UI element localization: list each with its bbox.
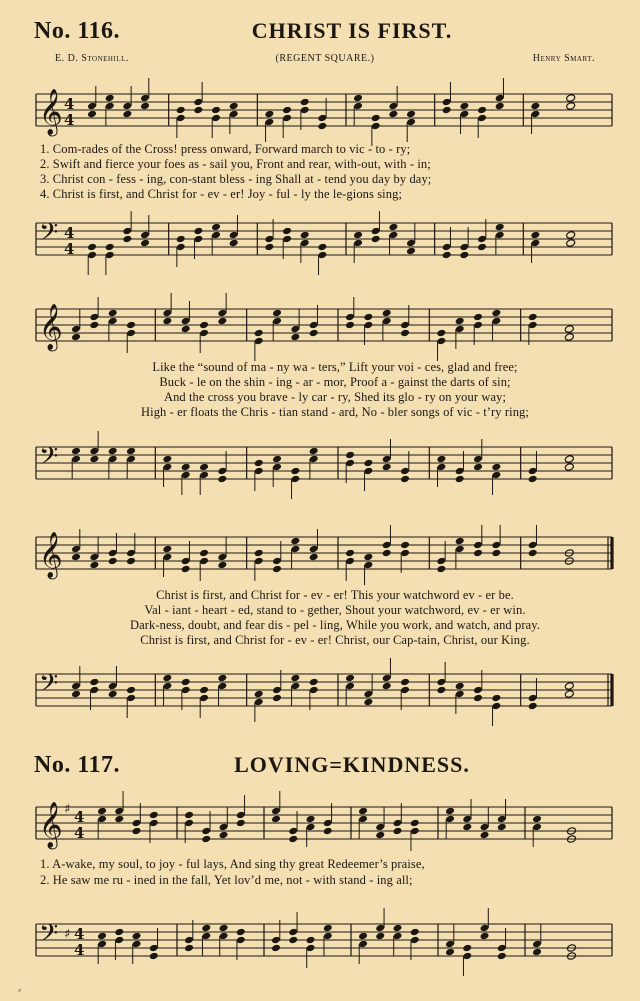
note-head <box>495 102 505 111</box>
note-head <box>442 106 452 115</box>
note-head <box>532 948 542 957</box>
note-head <box>455 317 465 326</box>
note-head <box>149 811 159 820</box>
note-head <box>459 102 469 111</box>
note-head <box>323 827 333 836</box>
note-head <box>566 231 576 240</box>
note-head <box>300 98 310 107</box>
note-head <box>309 678 319 687</box>
note-head <box>353 231 363 240</box>
note-head <box>288 835 298 844</box>
note-head <box>71 333 81 342</box>
note-head <box>89 561 99 570</box>
note-head <box>477 106 487 115</box>
note-head <box>126 321 136 330</box>
note-head <box>282 106 292 115</box>
note-head <box>290 674 300 683</box>
hymn-number: No. 117. <box>34 752 121 778</box>
bass-clef-icon: 𝄢 <box>39 669 59 704</box>
note-head <box>108 690 118 699</box>
time-signature-bottom: 4 <box>64 240 75 258</box>
time-signature-top: 4 <box>64 95 75 113</box>
note-head <box>564 333 574 342</box>
note-head <box>97 807 107 816</box>
lyric-line: High - er floats the Chris - tian stand - ard, No - bler songs of vic - t’ry ring; <box>141 405 529 419</box>
note-head <box>108 447 118 456</box>
note-head <box>229 239 239 248</box>
note-head <box>184 811 194 820</box>
note-head <box>363 313 373 322</box>
hymn-title: LOVING=KINDNESS. <box>234 752 470 777</box>
note-head <box>309 329 319 338</box>
note-head <box>71 447 81 456</box>
note-head <box>455 475 465 484</box>
note-head <box>410 928 420 937</box>
note-head <box>309 553 319 562</box>
note-head <box>436 565 446 574</box>
hymn-number: No. 116. <box>34 18 121 44</box>
note-head <box>406 247 416 256</box>
note-head <box>436 686 446 695</box>
note-head <box>462 944 472 953</box>
composer-credit: Henry Smart. <box>532 53 595 64</box>
note-head <box>108 557 118 566</box>
note-head <box>272 455 282 464</box>
lyric-line: 1. A-wake, my soul, to joy - ful lays, And sing thy great Redeemer’s praise, <box>40 857 425 871</box>
note-head <box>108 309 118 318</box>
note-head <box>300 231 310 240</box>
note-head <box>290 467 300 476</box>
note-head <box>132 827 142 836</box>
note-head <box>393 924 403 933</box>
lyric-line: Christ is first, and Christ for - ev - er! Christ, our Cap-tain, Christ, our King. <box>140 633 530 647</box>
treble-staff <box>0 80 640 140</box>
note-head <box>199 463 209 472</box>
time-signature-bottom: 4 <box>74 824 85 842</box>
note-head <box>462 823 472 832</box>
note-head <box>290 537 300 546</box>
note-head <box>455 682 465 691</box>
lyric-line: And the cross you brave - ly car - ry, Shed its glo - ry on your way; <box>163 390 507 404</box>
note-head <box>406 110 416 119</box>
note-head <box>363 553 373 562</box>
lyric-line: Val - iant - heart - ed, stand to - gether, Shout your watchword, ev - er win. <box>144 603 526 617</box>
note-head <box>176 106 186 115</box>
note-head <box>480 932 490 941</box>
note-head <box>132 932 142 941</box>
note-head <box>199 686 209 695</box>
note-head <box>272 565 282 574</box>
note-head <box>217 561 227 570</box>
note-head <box>211 223 221 232</box>
note-head <box>323 924 333 933</box>
hymn-116-header <box>34 18 610 52</box>
sharp-icon: ♯ <box>64 802 71 817</box>
note-head <box>87 243 97 252</box>
note-head <box>400 475 410 484</box>
note-head <box>532 815 542 824</box>
note-head <box>400 329 410 338</box>
note-head <box>382 549 392 558</box>
note-head <box>309 447 319 456</box>
note-head <box>254 549 264 558</box>
treble-clef-icon: 𝄞 <box>39 89 63 135</box>
time-signature-top: 4 <box>64 224 75 242</box>
note-head <box>382 682 392 691</box>
note-head <box>97 932 107 941</box>
lyric-line: 3. Christ con - fess - ing, con-stant bless - ing Shall at - tend you day by day; <box>40 172 432 186</box>
note-head <box>122 235 132 244</box>
note-head <box>217 674 227 683</box>
note-head <box>371 114 381 123</box>
note-head <box>217 317 227 326</box>
time-signature-top: 4 <box>74 808 85 826</box>
note-head <box>306 815 316 824</box>
note-head <box>114 928 124 937</box>
note-head <box>564 682 574 691</box>
note-head <box>491 309 501 318</box>
sharp-icon: ♯ <box>64 927 71 942</box>
bass-staff <box>0 895 640 985</box>
note-head <box>400 678 410 687</box>
note-head <box>497 952 507 961</box>
note-head <box>89 678 99 687</box>
note-head <box>353 94 363 103</box>
note-head <box>566 94 576 103</box>
note-head <box>442 251 452 260</box>
note-head <box>149 952 159 961</box>
note-head <box>528 702 538 711</box>
note-head <box>271 815 281 824</box>
note-head <box>436 455 446 464</box>
note-head <box>564 463 574 472</box>
note-head <box>375 831 385 840</box>
note-head <box>288 936 298 945</box>
note-head <box>264 110 274 119</box>
note-head <box>528 313 538 322</box>
note-head <box>162 455 172 464</box>
note-head <box>495 223 505 232</box>
note-head <box>566 102 576 111</box>
note-head <box>126 447 136 456</box>
note-head <box>181 565 191 574</box>
note-head <box>363 459 373 468</box>
note-head <box>229 102 239 111</box>
lyric-line: Buck - le on the shin - ing - ar - mor, Proof a - gainst the darts of sin; <box>159 375 511 389</box>
note-head <box>254 329 264 338</box>
note-head <box>345 674 355 683</box>
treble-clef-icon: 𝄞 <box>39 304 63 350</box>
note-head <box>140 102 150 111</box>
treble-staff <box>0 790 640 855</box>
note-head <box>236 819 246 828</box>
note-head <box>345 549 355 558</box>
note-head <box>140 239 150 248</box>
note-head <box>473 694 483 703</box>
note-head <box>436 329 446 338</box>
note-head <box>400 541 410 550</box>
note-head <box>491 463 501 472</box>
note-head <box>459 251 469 260</box>
lyric-line: 1. Com-rades of the Cross! press onward, Forward march to vic - to - ry; <box>40 142 411 156</box>
note-head <box>122 110 132 119</box>
note-head <box>105 94 115 103</box>
note-head <box>306 936 316 945</box>
note-head <box>87 110 97 119</box>
note-head <box>126 686 136 695</box>
treble-staff <box>0 290 640 360</box>
note-head <box>282 227 292 236</box>
note-head <box>393 827 403 836</box>
note-head <box>317 122 327 131</box>
bass-clef-icon: 𝄢 <box>39 442 59 477</box>
note-head <box>363 698 373 707</box>
note-head <box>528 549 538 558</box>
note-head <box>217 475 227 484</box>
page-mark: ⸗ <box>18 985 22 996</box>
hymn-117-header <box>34 752 610 786</box>
note-head <box>564 325 574 334</box>
note-head <box>491 694 501 703</box>
lyric-line: 2. He saw me ru - ined in the fall, Yet lov’d me, not - with stand - ing all; <box>40 873 413 887</box>
note-head <box>211 106 221 115</box>
note-head <box>382 309 392 318</box>
note-head <box>162 545 172 554</box>
lyric-line: 4. Christ is first, and Christ for - ev - er! Joy - ful - ly the le-gions sing; <box>40 187 403 201</box>
note-head <box>358 932 368 941</box>
note-head <box>388 110 398 119</box>
note-head <box>71 553 81 562</box>
time-signature-bottom: 4 <box>74 941 85 959</box>
treble-staff <box>0 518 640 588</box>
note-head <box>254 690 264 699</box>
note-head <box>181 463 191 472</box>
note-head <box>290 333 300 342</box>
bass-staff <box>0 425 640 500</box>
note-head <box>219 924 229 933</box>
note-head <box>473 549 483 558</box>
note-head <box>445 948 455 957</box>
time-signature-top: 4 <box>74 925 85 943</box>
lyric-line: Christ is first, and Christ for - ev - er! This your watchword ev - er be. <box>156 588 514 602</box>
note-head <box>254 459 264 468</box>
note-head <box>473 313 483 322</box>
note-head <box>477 243 487 252</box>
note-head <box>71 690 81 699</box>
note-head <box>199 549 209 558</box>
note-head <box>193 106 203 115</box>
note-head <box>176 235 186 244</box>
note-head <box>528 475 538 484</box>
note-head <box>455 537 465 546</box>
note-head <box>184 944 194 953</box>
hymn-116-credits <box>55 53 595 67</box>
note-head <box>371 235 381 244</box>
note-head <box>162 674 172 683</box>
author-credit: E. D. Stonehill. <box>55 53 129 64</box>
note-head <box>272 694 282 703</box>
treble-clef-icon: 𝄞 <box>39 532 63 578</box>
note-head <box>236 928 246 937</box>
note-head <box>530 102 540 111</box>
note-head <box>480 831 490 840</box>
note-head <box>445 807 455 816</box>
note-head <box>271 944 281 953</box>
note-head <box>114 815 124 824</box>
note-head <box>410 819 420 828</box>
note-head <box>564 455 574 464</box>
note-head <box>375 932 385 941</box>
note-head <box>566 239 576 248</box>
note-head <box>126 557 136 566</box>
note-head <box>388 223 398 232</box>
note-head <box>162 317 172 326</box>
note-head <box>105 243 115 252</box>
note-head <box>219 831 229 840</box>
note-head <box>317 243 327 252</box>
note-head <box>89 321 99 330</box>
note-head <box>181 678 191 687</box>
lyric-line: 2. Swift and fierce your foes as - sail you, Front and rear, with-out, with - in; <box>40 157 431 171</box>
hymn-title: CHRIST IS FIRST. <box>251 18 453 43</box>
note-head <box>345 451 355 460</box>
note-head <box>201 924 211 933</box>
lyric-line: Dark-ness, doubt, and fear dis - pel - ling, While you work, and watch, and pray. <box>129 618 541 632</box>
note-head <box>530 231 540 240</box>
bass-staff <box>0 208 640 270</box>
note-head <box>199 321 209 330</box>
note-head <box>382 463 392 472</box>
note-head <box>491 549 501 558</box>
bass-clef-icon: 𝄢 <box>39 218 59 253</box>
treble-clef-icon: 𝄞 <box>39 802 63 848</box>
bass-staff <box>0 655 640 725</box>
note-head <box>497 823 507 832</box>
bass-clef-icon: 𝄢 <box>39 919 59 954</box>
lyric-line: Like the “sound of ma - ny wa - ters,” Lift your voi - ces, glad and free; <box>152 360 518 374</box>
note-head <box>345 321 355 330</box>
note-head <box>89 455 99 464</box>
note-head <box>473 463 483 472</box>
note-head <box>264 243 274 252</box>
note-head <box>193 227 203 236</box>
note-head <box>181 325 191 334</box>
note-head <box>201 835 211 844</box>
note-head <box>358 807 368 816</box>
note-head <box>272 309 282 318</box>
time-signature-bottom: 4 <box>64 111 75 129</box>
tune-name: (REGENT SQUARE.) <box>275 53 375 64</box>
note-head <box>564 690 574 699</box>
